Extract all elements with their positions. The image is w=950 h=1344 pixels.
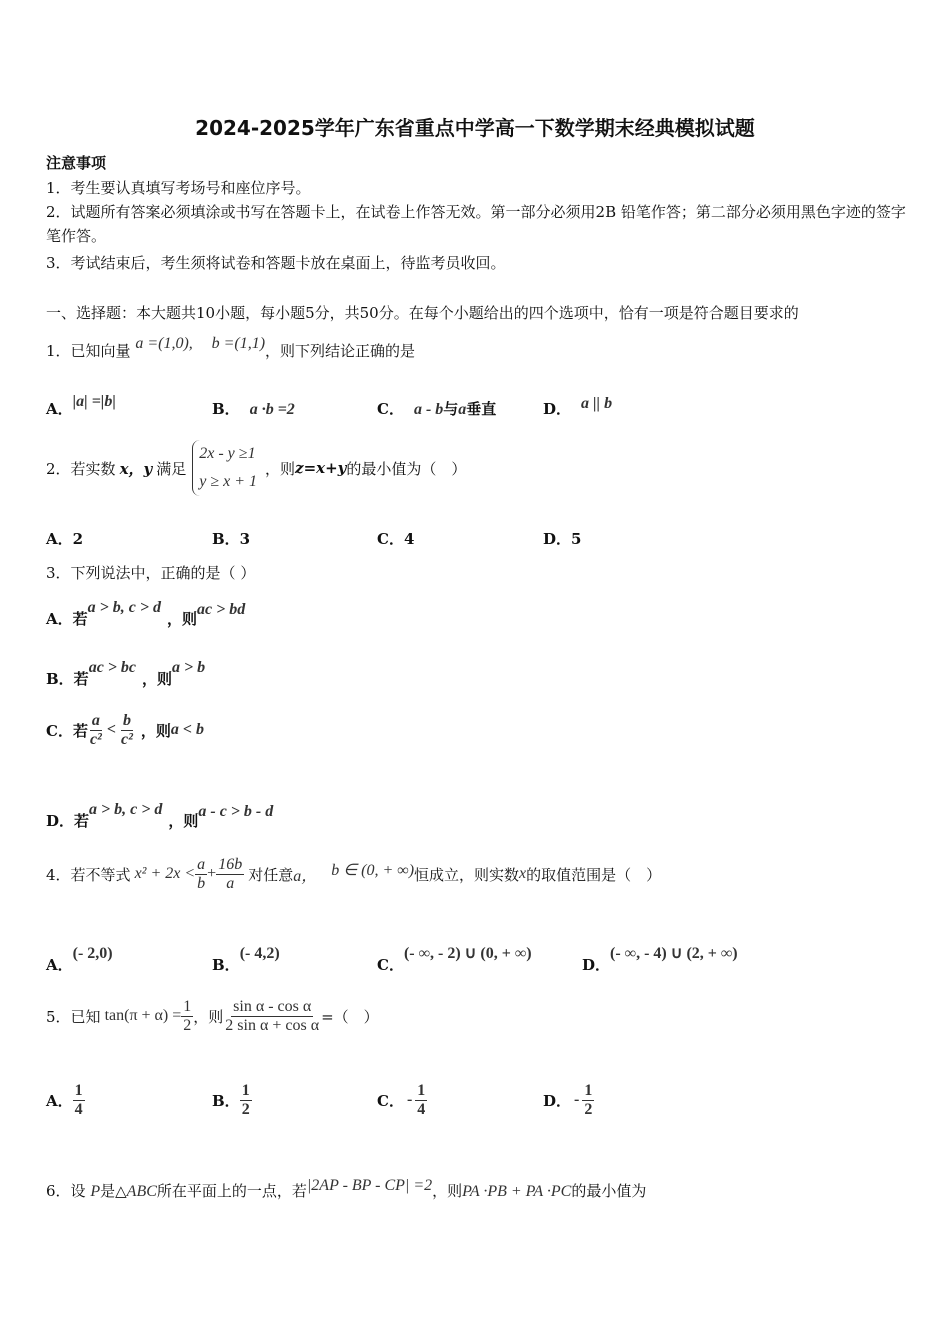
q4-frac1-den: b bbox=[197, 874, 206, 892]
q6-t4: 的最小值为 bbox=[571, 1182, 647, 1200]
q3-c-then: ，则 bbox=[140, 721, 171, 740]
q4-pre: 若不等式 bbox=[70, 865, 131, 884]
q1-option-c[interactable] bbox=[377, 398, 496, 419]
q6-expr: PA ·PB + PA ·PC bbox=[462, 1183, 572, 1200]
section-heading: 一、选择题：本大题共10小题，每小题5分，共50分。在每个小题给出的四个选项中，恰有一项是符合题目要求的 bbox=[46, 304, 799, 322]
q1-c-label: C． bbox=[377, 400, 404, 418]
q1-d-math: a || b bbox=[581, 395, 613, 412]
q3-a-cond: a > b, c > d bbox=[87, 599, 161, 616]
q5-frac-num: 1 bbox=[183, 998, 192, 1015]
question-5 bbox=[46, 998, 379, 1034]
q6-t3: ，则 bbox=[432, 1182, 463, 1200]
q1-c-text2: 垂直 bbox=[466, 400, 497, 418]
q5-c-label: C． bbox=[377, 1091, 404, 1110]
q1-d-label: D． bbox=[543, 400, 572, 418]
q1-vector-b: b =(1,1) bbox=[211, 335, 266, 352]
q4-option-d[interactable] bbox=[582, 945, 738, 975]
q1-a-label: A． bbox=[46, 400, 73, 418]
q3-b-result: a > b bbox=[172, 659, 206, 676]
q4-number: 4． bbox=[46, 865, 71, 884]
q2-option-b[interactable]: B．3 bbox=[212, 530, 251, 548]
q4-frac2-den: a bbox=[226, 874, 235, 892]
q6-abc: ABC bbox=[126, 1183, 157, 1200]
q4-lhs: x² + 2x < bbox=[134, 865, 196, 883]
question-3: 3．下列说法中，正确的是（ ） bbox=[46, 564, 256, 582]
question-6 bbox=[46, 1177, 647, 1201]
q2-vars: x，y bbox=[119, 459, 153, 478]
q1-vector-a: a =(1,0), bbox=[135, 335, 193, 352]
q1-post: ，则下列结论正确的是 bbox=[265, 342, 416, 360]
q3-c-den1: c² bbox=[89, 730, 102, 748]
q2-z: z=x+y bbox=[295, 459, 347, 477]
q2-post2: 的最小值为（ ） bbox=[346, 459, 467, 478]
q5-a-num: 1 bbox=[74, 1082, 83, 1099]
q1-c-text: 与 bbox=[443, 400, 459, 418]
q1-b-math: a ·b =2 bbox=[249, 401, 295, 418]
q4-option-a[interactable] bbox=[46, 945, 113, 975]
q5-option-a[interactable] bbox=[46, 1082, 85, 1118]
q1-a-math: |a| =|b| bbox=[72, 393, 116, 410]
q3-option-c[interactable] bbox=[46, 712, 204, 748]
q2-number: 2． bbox=[46, 459, 71, 478]
q3-c-label: C．若 bbox=[46, 721, 88, 740]
q1-option-a[interactable] bbox=[46, 393, 116, 419]
q3-option-b[interactable] bbox=[46, 659, 206, 689]
q5-option-d[interactable] bbox=[543, 1082, 594, 1118]
q4-option-b[interactable] bbox=[212, 945, 280, 975]
q5-lhs: tan(π + α) = bbox=[104, 1007, 182, 1025]
q3-b-label: B．若 bbox=[46, 670, 89, 688]
q5-post: =（ ） bbox=[321, 1007, 379, 1026]
q2-post1: ，则 bbox=[265, 459, 296, 478]
q3-d-cond: a > b, c > d bbox=[89, 801, 163, 818]
notice-heading: 注意事项 bbox=[46, 154, 107, 172]
q5-b-num: 1 bbox=[241, 1082, 250, 1099]
q3-a-result: ac > bd bbox=[197, 601, 246, 618]
q3-a-label: A．若 bbox=[46, 610, 88, 628]
q4-plus: + bbox=[207, 865, 217, 883]
q4-frac-1 bbox=[195, 856, 207, 892]
q2-pre: 若实数 bbox=[70, 459, 116, 478]
q5-c-num: 1 bbox=[417, 1082, 426, 1099]
q4-b-math: (- 4,2) bbox=[239, 945, 280, 962]
q4-var-a: a， bbox=[293, 867, 318, 885]
q4-d-label: D． bbox=[582, 956, 611, 974]
q6-cond: |2AP - BP - CP| =2 bbox=[306, 1177, 433, 1194]
q1-c-math2: a bbox=[458, 401, 467, 418]
q3-c-frac-2 bbox=[119, 712, 135, 748]
q5-d-num: 1 bbox=[584, 1082, 593, 1099]
q4-option-c[interactable] bbox=[377, 945, 532, 975]
q5-c-frac bbox=[415, 1082, 427, 1118]
q3-d-label: D．若 bbox=[46, 812, 90, 830]
q5-a-den: 4 bbox=[74, 1100, 83, 1118]
q2-option-d[interactable]: D．5 bbox=[543, 530, 582, 548]
q5-number: 5． bbox=[46, 1007, 71, 1026]
q5-option-b[interactable] bbox=[212, 1082, 252, 1118]
q5-expr-den: 2 sin α + cos α bbox=[225, 1016, 320, 1034]
q3-d-then: ，则 bbox=[168, 812, 199, 830]
q4-a-label: A． bbox=[46, 956, 73, 974]
q5-pre: 已知 bbox=[70, 1007, 101, 1026]
q5-c-sign: - bbox=[406, 1091, 413, 1109]
q3-c-result: a < b bbox=[170, 721, 205, 739]
q5-b-den: 2 bbox=[241, 1100, 250, 1118]
q5-b-label: B． bbox=[212, 1091, 240, 1110]
q3-c-num1: a bbox=[91, 712, 100, 729]
q4-frac2-num: 16b bbox=[218, 856, 243, 873]
page-title: 2024-2025学年广东省重点中学高一下数学期末经典模拟试题 bbox=[195, 116, 755, 140]
q4-a-math: (- 2,0) bbox=[72, 945, 113, 962]
q3-option-a[interactable] bbox=[46, 599, 246, 629]
q2-option-a[interactable]: A．2 bbox=[46, 530, 84, 548]
q3-b-cond: ac > bc bbox=[88, 659, 137, 676]
q4-mid: 对任意 bbox=[248, 865, 294, 884]
q3-c-op: < bbox=[106, 721, 116, 739]
q3-d-result: a - c > b - d bbox=[198, 803, 274, 820]
q2-system bbox=[192, 440, 257, 496]
q3-b-then: ，则 bbox=[142, 670, 173, 688]
q6-number: 6． bbox=[46, 1182, 71, 1200]
q5-d-label: D． bbox=[543, 1091, 572, 1110]
q5-option-c[interactable] bbox=[377, 1082, 427, 1118]
q4-post: 恒成立，则实数 bbox=[414, 865, 520, 884]
q2-mid: 满足 bbox=[156, 459, 187, 478]
notice-item-2: 2．试题所有答案必须填涂或书写在答题卡上，在试卷上作答无效。第一部分必须用2B 铅笔作答；第二部分必须用黑色字迹的签字笔作答。 bbox=[46, 203, 906, 245]
q3-c-den2: c² bbox=[120, 730, 133, 748]
q1-c-math1: a - b bbox=[413, 401, 444, 418]
q5-a-label: A． bbox=[46, 1091, 73, 1110]
q1-option-b[interactable] bbox=[212, 398, 295, 419]
q3-a-then: ，则 bbox=[166, 610, 197, 628]
q4-c-math: (- ∞, - 2) ∪ (0, + ∞) bbox=[403, 945, 532, 962]
q5-expr-num: sin α - cos α bbox=[233, 998, 312, 1015]
q5-expr bbox=[223, 998, 321, 1034]
q5-d-sign: - bbox=[574, 1091, 580, 1109]
q5-frac bbox=[181, 998, 193, 1034]
notice-item-1: 1．考生要认真填写考场号和座位序号。 bbox=[46, 179, 311, 197]
q6-t2: 所在平面上的一点，若 bbox=[156, 1182, 307, 1200]
q2-option-c[interactable]: C．4 bbox=[377, 530, 415, 548]
q6-p: P bbox=[90, 1183, 101, 1200]
q4-post2: 的取值范围是（ ） bbox=[526, 865, 662, 884]
q4-var-x: x bbox=[519, 865, 527, 883]
q3-c-frac-1 bbox=[88, 712, 104, 748]
q6-t1: 是△ bbox=[100, 1182, 127, 1200]
notice-item-3: 3．考试结束后，考生须将试卷和答题卡放在桌面上，待监考员收回。 bbox=[46, 254, 506, 272]
q4-frac1-num: a bbox=[197, 856, 206, 873]
q5-mid: ，则 bbox=[193, 1007, 224, 1026]
q3-option-d[interactable] bbox=[46, 801, 274, 831]
q4-c-label: C． bbox=[377, 956, 404, 974]
q5-c-den: 4 bbox=[417, 1100, 426, 1118]
q1-pre: 已知向量 bbox=[70, 342, 131, 360]
q1-number: 1． bbox=[46, 342, 71, 360]
q6-pre: 设 bbox=[70, 1182, 86, 1200]
q4-cond: b ∈ (0, + ∞) bbox=[331, 862, 415, 880]
q3-c-num2: b bbox=[122, 712, 131, 729]
q5-b-frac bbox=[240, 1082, 252, 1118]
q5-d-den: 2 bbox=[584, 1100, 593, 1118]
q4-frac-2 bbox=[216, 856, 244, 892]
q1-b-label: B． bbox=[212, 400, 240, 418]
q5-a-frac bbox=[73, 1082, 85, 1118]
q2-line-2: y ≥ x + 1 bbox=[199, 473, 258, 490]
q2-line-1: 2x - y ≥1 bbox=[199, 445, 256, 462]
q1-option-d[interactable] bbox=[543, 395, 613, 419]
q4-d-math: (- ∞, - 4) ∪ (2, + ∞) bbox=[610, 945, 738, 962]
question-1 bbox=[46, 335, 416, 361]
q5-d-frac bbox=[582, 1082, 594, 1118]
q5-frac-den: 2 bbox=[183, 1016, 192, 1034]
question-4 bbox=[46, 856, 661, 892]
question-2 bbox=[46, 440, 466, 496]
q4-b-label: B． bbox=[212, 956, 240, 974]
